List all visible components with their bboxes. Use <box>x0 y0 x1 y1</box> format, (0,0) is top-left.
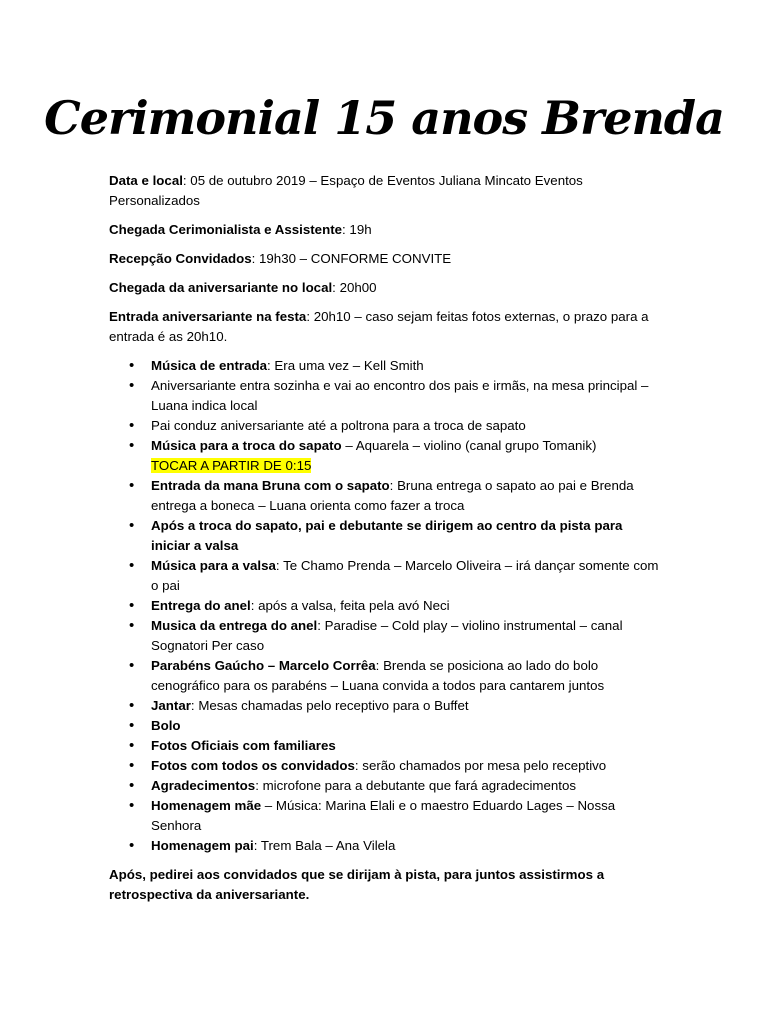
item-separator: : <box>317 618 325 633</box>
info-separator: : <box>251 251 260 266</box>
item-label: Música para a troca do sapato <box>151 438 342 453</box>
info-text: 05 de outubro 2019 – Espaço de Eventos Juliana Mincato Eventos Personalizados <box>109 173 583 208</box>
schedule-item <box>109 796 659 836</box>
schedule-item <box>109 616 659 656</box>
item-label: Música de entrada <box>151 358 268 373</box>
schedule-item <box>109 556 659 596</box>
item-separator: – <box>341 438 356 453</box>
schedule-item <box>109 656 659 696</box>
schedule-item <box>109 356 659 376</box>
item-label: Bolo <box>151 718 181 733</box>
schedule-item <box>109 476 659 516</box>
item-separator: : <box>253 838 261 853</box>
item-label: Fotos com todos os convidados <box>151 758 355 773</box>
item-text: Pai conduz aniversariante até a poltrona para a troca de sapato <box>151 418 526 433</box>
item-label: Jantar <box>151 698 191 713</box>
info-label: Entrada aniversariante na festa <box>109 309 307 324</box>
schedule-item <box>109 736 659 756</box>
info-paragraph <box>109 220 659 240</box>
item-text: Mesas chamadas pelo receptivo para o Buffet <box>198 698 469 713</box>
item-separator: : <box>389 478 398 493</box>
item-separator: : <box>375 658 384 673</box>
info-text: 20h00 <box>339 280 377 295</box>
item-separator: : <box>354 758 363 773</box>
item-text: Te Chamo Prenda – Marcelo Oliveira – irá dançar somente com o pai <box>151 558 659 593</box>
info-separator: : <box>306 309 314 324</box>
info-text: 19h30 – CONFORME CONVITE <box>259 251 452 266</box>
info-paragraph <box>109 171 659 211</box>
closing-paragraph: Após, pedirei aos convidados que se dirijam à pista, para juntos assistirmos a retrospectiva da aniversariante. <box>109 867 605 902</box>
item-separator: – <box>261 798 276 813</box>
item-label: Homenagem pai <box>151 838 254 853</box>
item-separator: : <box>275 558 284 573</box>
schedule-item <box>109 436 659 476</box>
item-label: Entrada da mana Bruna com o sapato <box>151 478 390 493</box>
item-text: Aniversariante entra sozinha e vai ao encontro dos pais e irmãs, na mesa principal – Luana indica local <box>151 378 649 413</box>
schedule-item <box>109 376 659 416</box>
item-text: Brenda se posiciona ao lado do bolo cenográfico para os parabéns – Luana convida a todos para cantarem juntos <box>151 658 605 693</box>
info-text: 19h <box>349 222 372 237</box>
item-label: Após a troca do sapato, pai e debutante se dirigem ao centro da pista para iniciar a valsa <box>151 518 623 553</box>
item-separator: : <box>190 698 199 713</box>
info-separator: : <box>182 173 191 188</box>
info-paragraph <box>109 249 659 269</box>
event-info-section <box>109 171 659 347</box>
info-separator: : <box>332 280 340 295</box>
schedule-item <box>109 836 659 856</box>
page-title: Cerimonial 15 anos Brenda <box>44 91 724 145</box>
item-text: Bruna entrega o sapato ao pai e Brenda entrega a boneca – Luana orienta como fazer a troca <box>151 478 634 513</box>
schedule-item <box>109 696 659 716</box>
schedule-list <box>109 356 659 856</box>
item-label: Fotos Oficiais com familiares <box>151 738 336 753</box>
item-separator: : <box>255 778 263 793</box>
schedule-item <box>109 516 659 556</box>
item-label: Música para a valsa <box>151 558 276 573</box>
item-label: Musica da entrega do anel <box>151 618 318 633</box>
item-text: microfone para a debutante que fará agradecimentos <box>262 778 576 793</box>
item-separator: : <box>250 598 259 613</box>
schedule-item <box>109 776 659 796</box>
info-label: Chegada da aniversariante no local <box>109 280 333 295</box>
item-text: Trem Bala – Ana Vilela <box>260 838 396 853</box>
item-label: Agradecimentos <box>151 778 256 793</box>
item-separator: : <box>267 358 275 373</box>
item-label: Parabéns Gaúcho – Marcelo Corrêa <box>151 658 376 673</box>
info-label: Data e local <box>109 173 183 188</box>
info-label: Chegada Cerimonialista e Assistente <box>109 222 343 237</box>
item-text: Aquarela – violino (canal grupo Tomanik) <box>355 438 597 453</box>
schedule-item <box>109 596 659 616</box>
info-paragraph <box>109 278 659 298</box>
info-paragraph <box>109 307 659 347</box>
schedule-item <box>109 716 659 736</box>
item-text: Paradise – Cold play – violino instrumental – canal Sognatori Per caso <box>151 618 623 653</box>
info-separator: : <box>342 222 350 237</box>
info-text: 20h10 – caso sejam feitas fotos externas, o prazo para a entrada é as 20h10. <box>109 309 649 344</box>
item-text: Música: Marina Elali e o maestro Eduardo Lages – Nossa Senhora <box>151 798 616 833</box>
highlighted-note: TOCAR A PARTIR DE 0:15 <box>151 458 312 473</box>
item-label: Entrega do anel <box>151 598 251 613</box>
item-label: Homenagem mãe <box>151 798 262 813</box>
schedule-item <box>109 416 659 436</box>
document-body <box>109 171 659 905</box>
info-label: Recepção Convidados <box>109 251 252 266</box>
item-text: Era uma vez – Kell Smith <box>274 358 424 373</box>
item-text: serão chamados por mesa pelo receptivo <box>362 758 607 773</box>
schedule-item <box>109 756 659 776</box>
item-text: após a valsa, feita pela avó Neci <box>258 598 450 613</box>
